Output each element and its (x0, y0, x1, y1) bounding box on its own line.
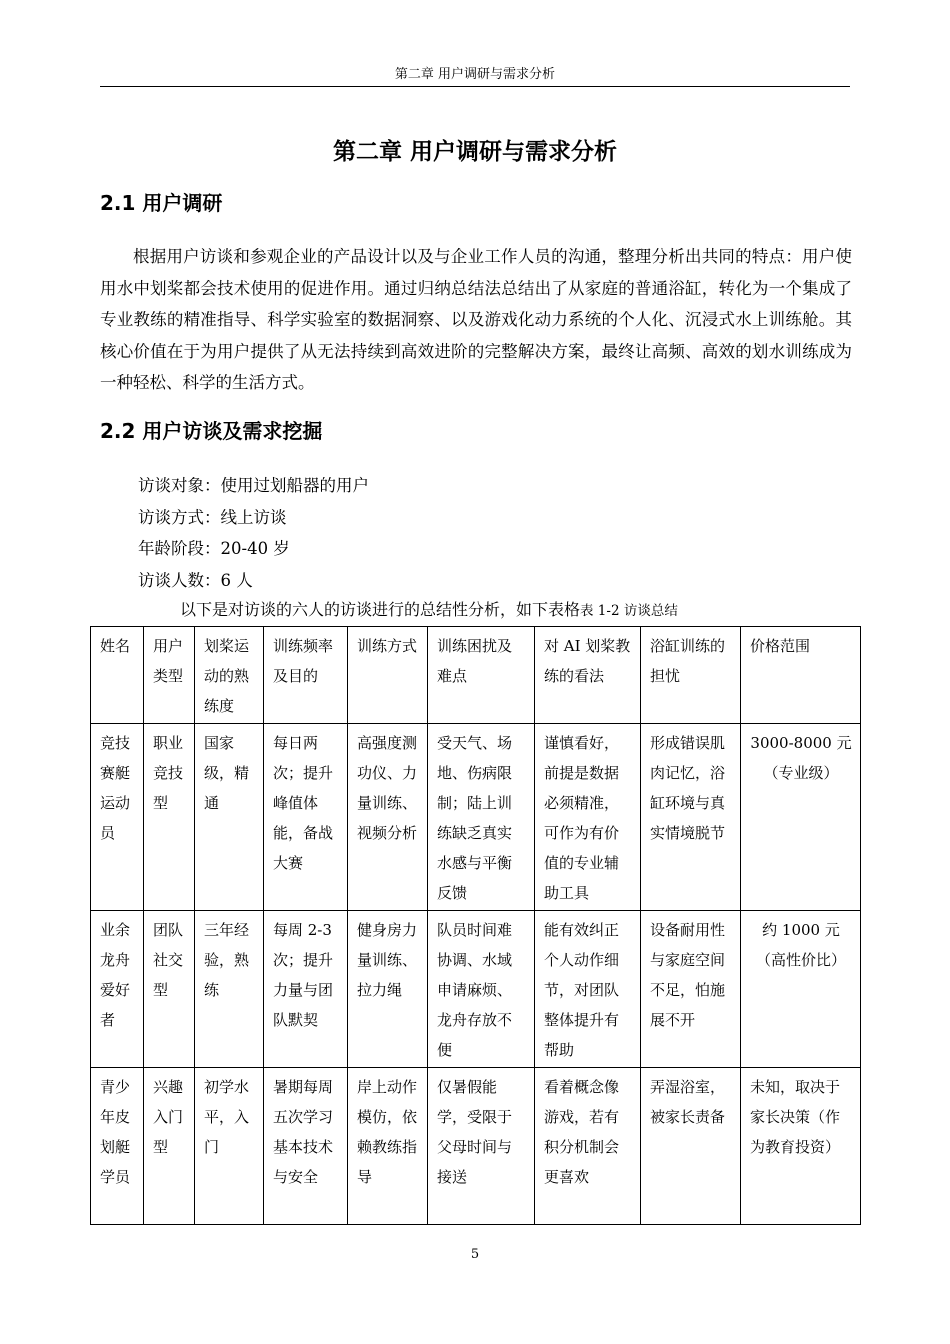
header-cell: 训练频率及目的 (264, 627, 348, 724)
table-cell: 受天气、场地、伤病限制；陆上训练缺乏真实水感与平衡反馈 (428, 724, 535, 911)
table-cell: 竞技赛艇运动员 (91, 724, 144, 911)
table-cell: 青少年皮划艇学员 (91, 1068, 144, 1225)
table-caption-text: 以下是对访谈的六人的访谈进行的总结性分析，如下表格 (180, 600, 581, 619)
table-cell: 高强度测功仪、力量训练、视频分析 (348, 724, 428, 911)
info-line-method: 访谈方式：线上访谈 (138, 507, 287, 527)
table-cell: 岸上动作模仿，依赖教练指导 (348, 1068, 428, 1225)
table-cell: 三年经验，熟练 (195, 911, 264, 1068)
info-line-subject: 访谈对象：使用过划船器的用户 (138, 476, 369, 495)
header-divider (100, 86, 850, 87)
table-cell: 兴趣入门型 (144, 1068, 195, 1225)
table-cell: 能有效纠正个人动作细节，对团队整体提升有帮助 (535, 911, 641, 1068)
table-cell: 团队社交型 (144, 911, 195, 1068)
table-cell: 形成错误肌肉记忆，浴缸环境与真实情境脱节 (641, 724, 741, 911)
table-cell: 设备耐用性与家庭空间不足，怕施展不开 (641, 911, 741, 1068)
running-header: 第二章 用户调研与需求分析 (394, 67, 556, 82)
body-paragraph: 根据用户访谈和参观企业的产品设计以及与企业工作人员的沟通，整理分析出共同的特点：用户使用水中划桨都会技术使用的促进作用。通过归纳总结法总结出了从家庭的普通浴缸，转化为一个集成了专业教练的精准指导、科学实验室的数据洞察、以及游戏化动力系统的个人化、沉浸式水上训练舱。其核心价值在于为用户提供了从无法持续到高效进阶的完整解决方案，最终让高频、高效的划水训练成为一种轻松、科学的生活方式。 (100, 247, 852, 392)
table-cell: 业余龙舟爱好者 (91, 911, 144, 1068)
table-cell: 弄湿浴室，被家长责备 (641, 1068, 741, 1225)
section-heading-2-2: 2.2 用户访谈及需求挖掘 (100, 419, 323, 443)
table-cell: 谨慎看好，前提是数据必须精准，可作为有价值的专业辅助工具 (535, 724, 641, 911)
section-heading-2-1: 2.1 用户调研 (100, 191, 223, 215)
header-cell: 姓名 (91, 627, 144, 724)
table-cell: 仅暑假能学，受限于父母时间与接送 (428, 1068, 535, 1225)
table-cell: 未知，取决于家长决策（作为教育投资） (741, 1068, 861, 1225)
table-cell: 职业竞技型 (144, 724, 195, 911)
table-caption-label: 表 1-2 访谈总结 (580, 603, 678, 619)
interview-info (138, 470, 369, 596)
table-cell: 暑期每周五次学习基本技术与安全 (264, 1068, 348, 1225)
chapter-title: 第二章 用户调研与需求分析 (332, 139, 617, 165)
table-cell: 国家级，精通 (195, 724, 264, 911)
table-cell-price: 约 1000 元（高性价比） (741, 911, 861, 1068)
header-cell: 训练困扰及难点 (428, 627, 535, 724)
header-cell: 用户类型 (144, 627, 195, 724)
page-number: 5 (470, 1247, 480, 1262)
table-row (91, 911, 861, 1068)
header-cell: 浴缸训练的担忧 (641, 627, 741, 724)
header-cell: 划桨运动的熟练度 (195, 627, 264, 724)
info-line-age: 年龄阶段：20-40 岁 (138, 539, 290, 558)
info-line-count: 访谈人数：6 人 (138, 570, 253, 590)
table-cell: 初学水平，入门 (195, 1068, 264, 1225)
table-cell: 看着概念像游戏，若有积分机制会更喜欢 (535, 1068, 641, 1225)
table-row (91, 724, 861, 911)
table-cell-price: 3000-8000 元（专业级） (741, 724, 861, 911)
header-cell: 对 AI 划桨教练的看法 (535, 627, 641, 724)
table-row (91, 1068, 861, 1225)
header-cell: 训练方式 (348, 627, 428, 724)
table-caption (180, 598, 678, 623)
interview-summary-table (90, 626, 861, 1225)
table-cell: 队员时间难协调、水域申请麻烦、龙舟存放不便 (428, 911, 535, 1068)
header-cell: 价格范围 (741, 627, 861, 724)
table-header-row (91, 627, 861, 724)
table-cell: 每日两次；提升峰值体能，备战大赛 (264, 724, 348, 911)
table-cell: 健身房力量训练、拉力绳 (348, 911, 428, 1068)
table-cell: 每周 2-3 次；提升力量与团队默契 (264, 911, 348, 1068)
